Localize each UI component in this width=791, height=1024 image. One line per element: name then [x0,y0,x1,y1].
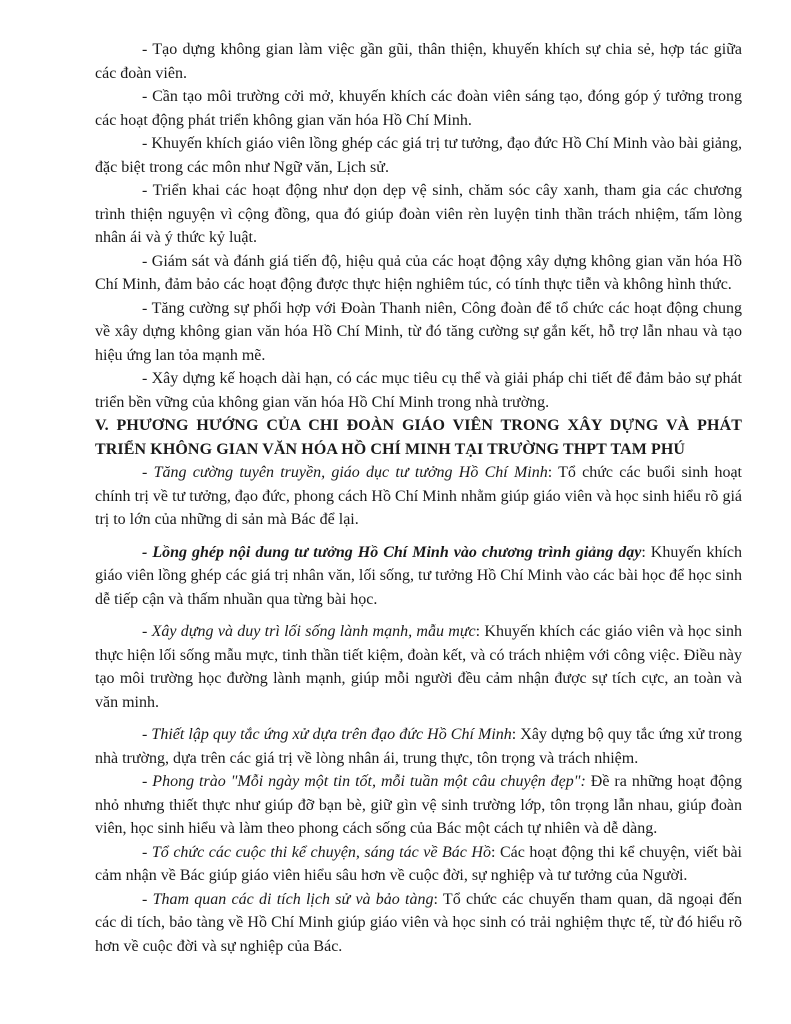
item-lead: - Tổ chức các cuộc thi kể chuyện, sáng tác về Bác Hồ [142,843,491,861]
direction-item [95,888,742,959]
direction-item [95,841,742,888]
direction-item [95,620,742,714]
item-lead: - Tham quan các di tích lịch sử và bảo tàng [142,890,434,908]
direction-item [95,770,742,841]
item-body: : Tổ chức các chuyến tham quan, dã ngoại đến các di tích, bảo tàng về Hồ Chí Minh giúp giáo viên và học sinh có trải nghiệm thực tế, từ đó hiểu rõ hơn về cuộc đời và sự nghiệp của Bác. [95,890,743,955]
item-lead: - Xây dựng và duy trì lối sống lành mạnh, mẫu mực [142,623,476,640]
item-body: Đề ra những hoạt động nhỏ nhưng thiết thực như giúp đỡ bạn bè, giữ gìn vệ sinh trường lớp, tôn trọng lẫn nhau, giúp đoàn viên, học sinh hiểu và làm theo phong cách sống của Bác một cách tự nhiên và dễ dàng. [95,773,742,837]
bullet-paragraph: - Tạo dựng không gian làm việc gần gũi, thân thiện, khuyến khích sự chia sẻ, hợp tác giữa các đoàn viên. [95,41,742,82]
item-lead: - Lồng ghép nội dung tư tưởng Hồ Chí Minh vào chương trình giảng dạy [142,543,642,561]
direction-item [95,541,742,612]
direction-item [95,723,742,770]
item-body: : Tổ chức các buổi sinh hoạt chính trị về tư tưởng, đạo đức, phong cách Hồ Chí Minh nhằm giúp giáo viên và học sinh hiểu rõ giá trị to lớn của những di sản mà Bác để lại. [95,464,742,528]
item-body: : Khuyến khích giáo viên lồng ghép các giá trị nhân văn, lối sống, tư tưởng Hồ Chí Minh vào các bài học để học sinh dễ tiếp cận và thấm nhuần qua từng bài học. [95,543,742,608]
bullet-paragraph: - Xây dựng kế hoạch dài hạn, có các mục tiêu cụ thể và giải pháp chi tiết để đảm bảo sự phát triển bền vững của không gian văn hóa Hồ Chí Minh trong nhà trường. [95,370,742,411]
bullet-paragraph: - Cần tạo môi trường cởi mở, khuyến khích các đoàn viên sáng tạo, đóng góp ý tưởng trong các hoạt động phát triển không gian văn hóa Hồ Chí Minh. [95,88,742,129]
bullet-paragraph: - Giám sát và đánh giá tiến độ, hiệu quả của các hoạt động xây dựng không gian văn hóa Hồ Chí Minh, đảm bảo các hoạt động được thực hiện nghiêm túc, có tính thực tiễn và không hình thức. [95,252,742,293]
bullet-paragraph: - Triển khai các hoạt động như dọn dẹp vệ sinh, chăm sóc cây xanh, tham gia các chương trình thiện nguyện vì cộng đồng, qua đó giúp đoàn viên rèn luyện tinh thần trách nhiệm, tấm lòng nhân ái và ý thức kỷ luật. [95,182,742,246]
item-body: : Các hoạt động thi kể chuyện, viết bài cảm nhận về Bác giúp giáo viên hiểu sâu hơn về cuộc đời, sự nghiệp và tư tưởng của Người. [95,843,742,884]
section-heading: V. PHƯƠNG HƯỚNG CỦA CHI ĐOÀN GIÁO VIÊN TRONG XÂY DỰNG VÀ PHÁT TRIỂN KHÔNG GIAN VĂN HÓA HỒ CHÍ MINH TẠI TRƯỜNG THPT TAM PHÚ [95,417,742,458]
item-lead: - Phong trào "Mỗi ngày một tin tốt, mỗi tuần một câu chuyện đẹp": [142,773,586,790]
bullet-paragraph: - Tăng cường sự phối hợp với Đoàn Thanh niên, Công đoàn để tổ chức các hoạt động chung về xây dựng không gian văn hóa Hồ Chí Minh, từ đó tăng cường sự gắn kết, hỗ trợ lẫn nhau và tạo hiệu ứng lan tỏa mạnh mẽ. [95,299,742,364]
document-body [95,38,742,958]
item-body: : Khuyến khích các giáo viên và học sinh thực hiện lối sống mẫu mực, tinh thần tiết kiệm, đoàn kết, và có trách nhiệm với công việc. Điều này tạo môi trường học đường lành mạnh, giúp mỗi người đều cảm nhận được sự tích cực, an toàn và văn minh. [95,623,743,711]
item-body: : Xây dựng bộ quy tắc ứng xử trong nhà trường, dựa trên các giá trị về lòng nhân ái, trung thực, tôn trọng và trách nhiệm. [95,726,742,767]
bullet-paragraph: - Khuyến khích giáo viên lồng ghép các giá trị tư tưởng, đạo đức Hồ Chí Minh vào bài giảng, đặc biệt trong các môn như Ngữ văn, Lịch sử. [95,135,742,176]
item-lead: - Thiết lập quy tắc ứng xử dựa trên đạo đức Hồ Chí Minh [142,726,512,743]
direction-item [95,461,742,532]
item-lead: - Tăng cường tuyên truyền, giáo dục tư tưởng Hồ Chí Minh [142,464,548,481]
